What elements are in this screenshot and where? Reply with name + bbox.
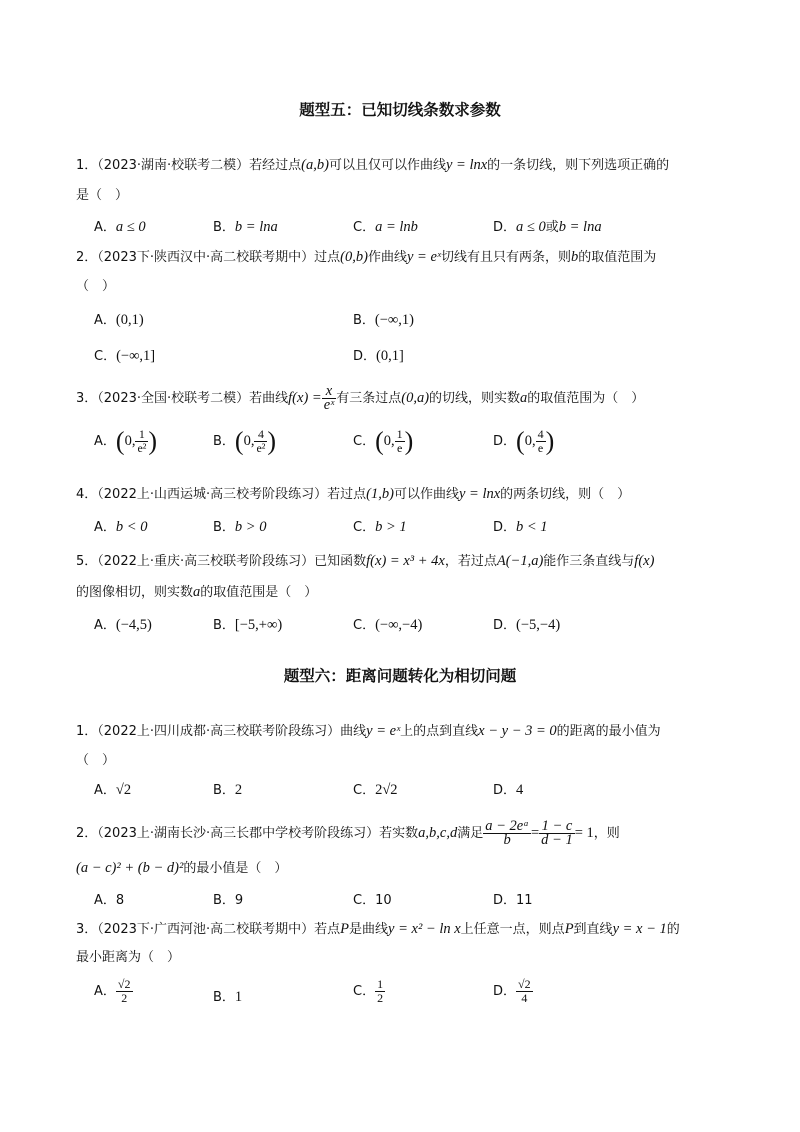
math-curve: y = eˣ [366,723,401,739]
option-d[interactable]: D．a ≤ 0或b = lna [493,219,602,235]
question-text-line2: (a − c)² + (b − d)²的最小值是（ ） [76,860,288,876]
question-1 [76,155,669,176]
option-d[interactable]: D．(0, $\frac{4}{e}$ ) [493,426,555,456]
question-source: （2022上·山西运城·高三校考阶段练习） [97,487,328,502]
option-d[interactable]: D．11 [493,893,533,908]
option-a[interactable]: A．(0,1) [94,312,144,328]
question-number: 2． [76,826,98,841]
question-text-line2: 的图像相切，则实数a的取值范围是（ ） [76,584,318,600]
question-source: （2022上·重庆·高三校联考阶段练习） [97,554,315,569]
math-function: f(x) = [288,390,322,406]
question-source: （2023下·广西河池·高二校联考期中） [97,922,315,937]
question-text-line2: 是（ ） [76,188,129,203]
option-b[interactable]: B．(−∞,1) [353,312,414,328]
question-source: （2023·全国·校联考二模） [97,391,250,406]
question-2: 2．（2023下·陕西汉中·高二校联考期中）过点(0,b)作曲线y = eˣ切线有且只有两条，则b的取值范围为 [76,249,657,265]
question-number: 4． [76,487,98,502]
question-text-line2: 最小距离为（ ） [76,950,181,965]
question-number: 2． [76,250,98,265]
option-c[interactable]: C．b > 1 [353,519,407,535]
option-b[interactable]: B．2 [213,782,243,798]
option-a[interactable]: A． $\frac{√2}{2}$ [94,977,131,1005]
question-source: （2023下·陕西汉中·高二校联考期中） [97,250,315,265]
math-line: y = x − 1 [612,921,667,937]
question-text: 可以且仅可以作曲线 [328,158,446,173]
math-curve: y = x² − ln x [388,921,461,937]
question-3: 3．（2023下·广西河池·高二校联考期中）若点P是曲线y = x² − ln x上任意一点，则点P到直线y = x − 1的 [76,921,680,937]
math-line: x − y − 3 = 0 [478,723,557,739]
option-c[interactable]: C．(−∞,−4) [353,617,423,633]
question-source: （2023上·湖南长沙·高三长郡中学校考阶段练习） [97,826,380,841]
question-number: 3． [76,922,98,937]
option-d[interactable]: D．4 [493,782,524,798]
option-a[interactable]: A．√2 [94,782,132,798]
math-point: A(−1,a) [496,553,544,569]
option-b[interactable]: B．(0, $\frac{4}{\text{e²}}$ ) [213,426,277,456]
option-b[interactable]: B．b = lna [213,219,278,235]
math-point: (0,b) [340,249,368,265]
question-text-line2: （ ） [76,753,116,768]
math-fraction: $\frac{1 - c}{d - 1}$ [541,818,573,848]
question-number: 1． [76,158,98,173]
option-c[interactable]: C．a = lnb [353,219,418,235]
option-c[interactable]: C． $\frac{1}{2}$ [353,977,384,1005]
math-point: (1,b) [366,486,394,502]
option-a[interactable]: A．8 [94,893,125,908]
question-2: 2．（2023上·湖南长沙·高三长郡中学校考阶段练习）若实数a,b,c,d满足 $\frac{\text{a − 2eᵃ}}{b}$ = $\frac{1 - c}{d - 1}$ = 1，则 [76,818,620,848]
option-b[interactable]: B．1 [213,989,243,1005]
option-c[interactable]: C．10 [353,893,392,908]
question-3: 3．（2023·全国·校联考二模）若曲线f(x) = $\frac{x}{\text{eˣ}}$ 有三条过点(0,a)的切线，则实数a的取值范围为（ ） [76,383,645,413]
math-point: (a,b) [301,157,329,173]
question-number: 5． [76,554,98,569]
math-point: (0,a) [401,390,430,406]
math-curve: y = lnx [445,157,488,173]
option-a[interactable]: A．(−4,5) [94,617,152,633]
option-c[interactable]: C．2√2 [353,782,398,798]
option-d[interactable]: D．(0,1] [353,348,404,364]
question-source: （2022上·四川成都·高三校联考阶段练习） [97,724,341,739]
option-d[interactable]: D． $\frac{√2}{4}$ [493,977,531,1005]
question-number: 1． [76,724,98,739]
question-text: 的一条切线，则下列选项正确的 [487,158,670,173]
option-b[interactable]: B．[−5,+∞) [213,617,283,633]
question-5: 5．（2022上·重庆·高三校联考阶段练习）已知函数f(x) = x³ + 4x，若过点A(−1,a)能作三条直线与f(x) [76,553,655,569]
question-source: （2023·湖南·校联考二模） [97,158,250,173]
question-1: 1．（2022上·四川成都·高三校联考阶段练习）曲线y = eˣ上的点到直线x − y − 3 = 0的距离的最小值为 [76,723,661,739]
option-d[interactable]: D．(−5,−4) [493,617,561,633]
section-title: 题型六：距离问题转化为相切问题 [283,667,517,685]
math-fraction: $\frac{\text{a − 2eᵃ}}{b}$ [485,818,529,848]
math-fraction: $\frac{x}{\text{eˣ}}$ [323,383,335,413]
question-text-line2: （ ） [76,279,116,294]
math-curve: y = lnx [458,486,501,502]
option-c[interactable]: C．(−∞,1] [94,348,156,364]
math-curve: y = eˣ [406,249,441,265]
option-a[interactable]: A．b < 0 [94,519,148,535]
option-c[interactable]: C．(0, $\frac{1}{e}$ ) [353,426,414,456]
option-b[interactable]: B．b > 0 [213,519,267,535]
option-a[interactable]: A．a ≤ 0 [94,219,146,235]
option-a[interactable]: A．(0, $\frac{1}{\text{e²}}$ ) [94,426,158,456]
question-4: 4．（2022上·山西运城·高三校考阶段练习）若过点(1,b)可以作曲线y = lnx的两条切线，则（ ） [76,486,631,502]
question-text: 若经过点 [249,158,302,173]
math-function: f(x) = x³ + 4x [366,553,445,569]
question-number: 3． [76,391,98,406]
section-title: 题型五：已知切线条数求参数 [299,101,501,119]
option-d[interactable]: D．b < 1 [493,519,548,535]
option-b[interactable]: B．9 [213,893,244,908]
